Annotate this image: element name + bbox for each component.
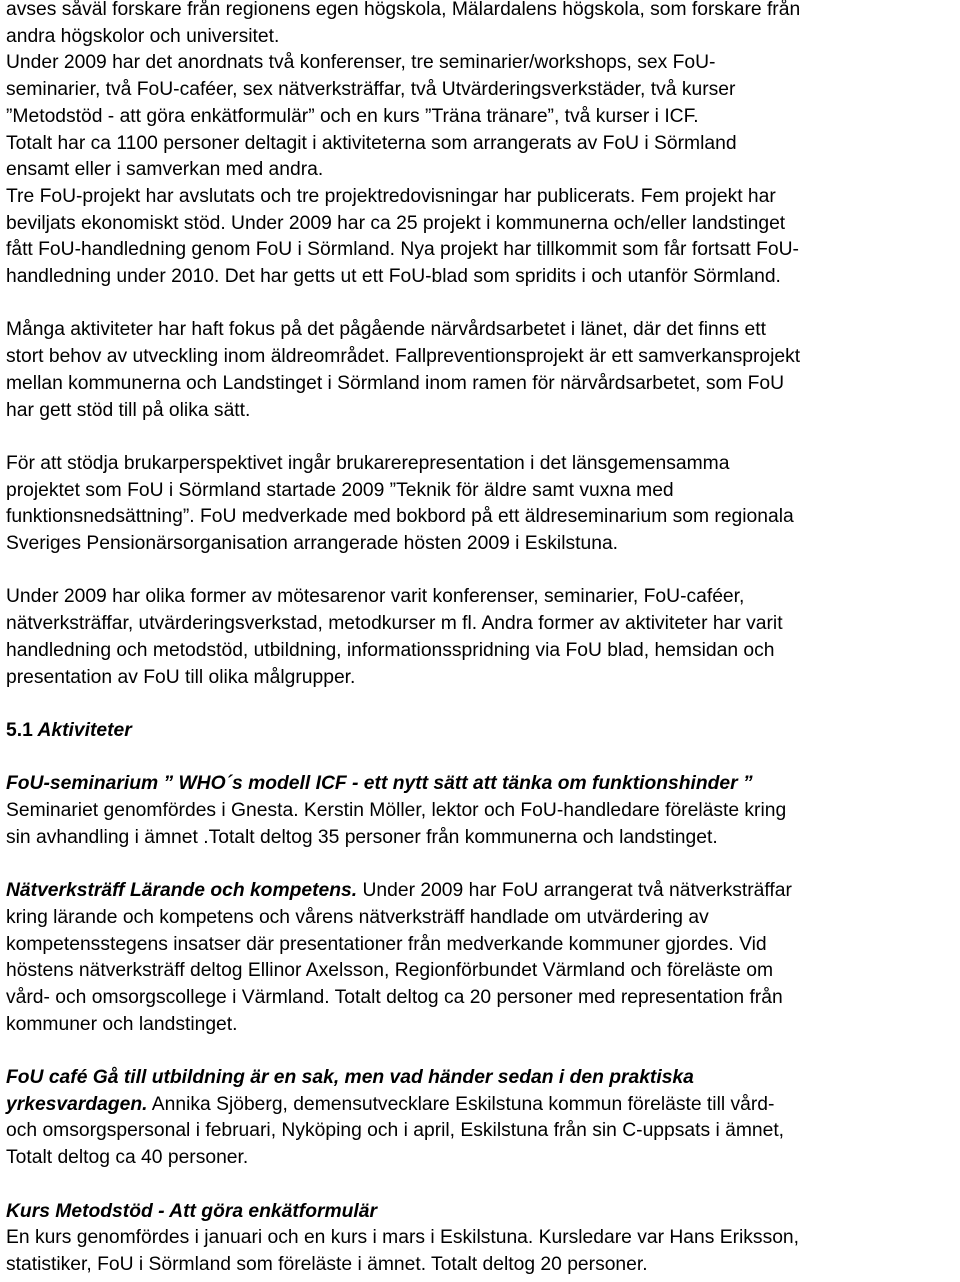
text-line: handledning och metodstöd, utbildning, informationsspridning via FoU blad, hemsidan och	[6, 639, 775, 661]
paragraph-gap	[6, 558, 954, 585]
text-line: Under 2009 har olika former av mötesarenor varit konferenser, seminarier, FoU-caféer,	[6, 586, 745, 608]
natverkstraff-heading: Nätverksträff Lärande och kompetens.	[6, 880, 358, 902]
text-line: kompetensstegens insatser där presentationer från medverkande kommuner gjordes. Vid	[6, 933, 767, 955]
seminar-paragraph	[6, 771, 954, 851]
text-line: handledning under 2010. Det har getts ut ett FoU-blad som spridits i och utanför Sörmland.	[6, 266, 781, 288]
text-line: mellan kommunerna och Landstinget i Sörmland inom ramen för närvårdsarbetet, som FoU	[6, 372, 785, 394]
section-title: Aktiviteter	[37, 719, 132, 741]
text-line: Under 2009 har det anordnats två konferenser, tre seminarier/workshops, sex FoU-	[6, 52, 716, 74]
motesarenor-paragraph	[6, 584, 954, 691]
text-line: ”Metodstöd - att göra enkätformulär” och en kurs ”Träna tränare”, två kurser i ICF.	[6, 105, 699, 127]
cafe-paragraph	[6, 1065, 954, 1172]
kurs-heading: Kurs Metodstöd - Att göra enkätformulär	[6, 1200, 378, 1222]
text-line: Många aktiviteter har haft fokus på det pågående närvårdsarbetet i länet, där det finns ett	[6, 319, 766, 341]
paragraph-gap	[6, 1172, 954, 1199]
paragraph-gap	[6, 1038, 954, 1065]
text-line: Tre FoU-projekt har avslutats och tre projektredovisningar har publicerats. Fem projekt har	[6, 185, 776, 207]
text-line: sin avhandling i ämnet .Totalt deltog 35 personer från kommunerna och landstinget.	[6, 826, 718, 848]
text-line: projektet som FoU i Sörmland startade 2009 ”Teknik för äldre samt vuxna med	[6, 479, 674, 501]
text-line: andra högskolor och universitet.	[6, 25, 280, 47]
text-line: presentation av FoU till olika målgrupper.	[6, 666, 356, 688]
paragraph-gap	[6, 851, 954, 878]
brukarperspektiv-paragraph	[6, 451, 954, 558]
text-line: kommuner och landstinget.	[6, 1013, 238, 1035]
text-run: Under 2009 har FoU arrangerat två nätverksträffar	[357, 880, 792, 902]
paragraph-gap	[6, 691, 954, 718]
text-line: vård- och omsorgscollege i Värmland. Totalt deltog ca 20 personer med representation från	[6, 986, 783, 1008]
text-line	[6, 1092, 954, 1119]
seminar-heading: FoU-seminarium ” WHO´s modell ICF - ett nytt sätt att tänka om funktionshinder ”	[6, 773, 753, 795]
narvard-paragraph	[6, 317, 954, 424]
text-line: ensamt eller i samverkan med andra.	[6, 159, 324, 181]
cafe-heading-continued: yrkesvardagen.	[6, 1093, 148, 1115]
text-line: Seminariet genomfördes i Gnesta. Kerstin Möller, lektor och FoU-handledare föreläste kring	[6, 800, 787, 822]
text-line: har gett stöd till på olika sätt.	[6, 399, 251, 421]
cafe-heading: FoU café Gå till utbildning är en sak, men vad händer sedan i den praktiska	[6, 1067, 694, 1089]
text-line: funktionsnedsättning”. FoU medverkade med bokbord på ett äldreseminarium som regionala	[6, 506, 794, 528]
text-line: och omsorgspersonal i februari, Nyköping och i april, Eskilstuna från sin C-uppsats i ämnet,	[6, 1120, 785, 1142]
paragraph-gap	[6, 291, 954, 318]
text-line: En kurs genomfördes i januari och en kurs i mars i Eskilstuna. Kursledare var Hans Eriksson,	[6, 1227, 800, 1249]
text-line: statistiker, FoU i Sörmland som föreläste i ämnet. Totalt deltog 20 personer.	[6, 1253, 648, 1275]
text-line	[6, 878, 954, 905]
text-line: beviljats ekonomiskt stöd. Under 2009 har ca 25 projekt i kommunerna och/eller landstinget	[6, 212, 786, 234]
intro-paragraph	[6, 0, 954, 291]
text-line: fått FoU-handledning genom FoU i Sörmland. Nya projekt har tillkommit som får fortsatt FoU-	[6, 239, 799, 261]
section-heading	[6, 718, 954, 745]
kurs-paragraph	[6, 1199, 954, 1279]
paragraph-gap	[6, 424, 954, 451]
section-number: 5.1	[6, 719, 33, 741]
natverkstraff-paragraph	[6, 878, 954, 1038]
text-line: Sveriges Pensionärsorganisation arrangerade hösten 2009 i Eskilstuna.	[6, 533, 619, 555]
text-line: nätverksträffar, utvärderingsverkstad, metodkurser m fl. Andra former av aktiviteter har varit	[6, 613, 783, 635]
text-line: avses såväl forskare från regionens egen högskola, Mälardalens högskola, som forskare från	[6, 0, 801, 20]
text-run: Annika Sjöberg, demensutvecklare Eskilstuna kommun föreläste till vård-	[147, 1093, 775, 1115]
text-line: kring lärande och kompetens och vårens nätverksträff handlade om utvärdering av	[6, 906, 709, 928]
text-line: stort behov av utveckling inom äldreområdet. Fallpreventionsprojekt är ett samverkansprojekt	[6, 346, 801, 368]
text-line: Totalt deltog ca 40 personer.	[6, 1147, 249, 1169]
paragraph-gap	[6, 745, 954, 772]
text-line: För att stödja brukarperspektivet ingår brukarerepresentation i det länsgemensamma	[6, 452, 730, 474]
text-line: höstens nätverksträff deltog Ellinor Axelsson, Regionförbundet Värmland och föreläste om	[6, 960, 774, 982]
text-line: Totalt har ca 1100 personer deltagit i aktiviteterna som arrangerats av FoU i Sörmland	[6, 132, 737, 154]
text-line: seminarier, två FoU-caféer, sex nätverksträffar, två Utvärderingsverkstäder, två kurser	[6, 79, 736, 101]
